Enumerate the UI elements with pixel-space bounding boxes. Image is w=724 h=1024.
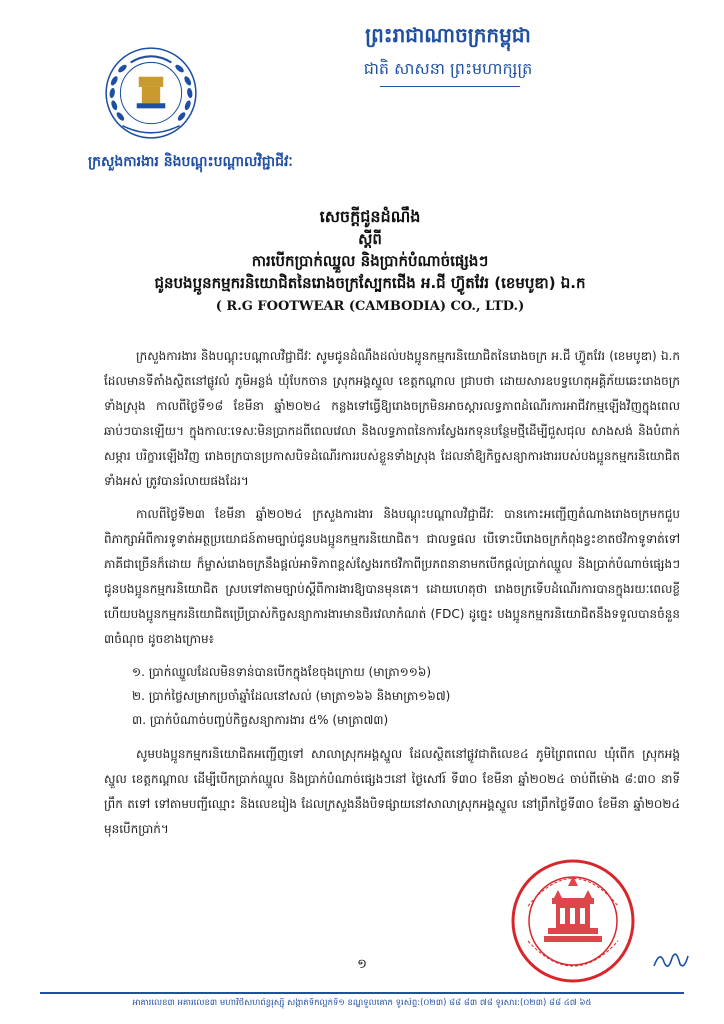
company-english-name: ( R.G FOOTWEAR (CAMBODIA) CO., LTD.): [215, 299, 525, 314]
notice-heading: សេចក្តីជូនដំណឹង: [319, 207, 421, 226]
list-item: ២. ប្រាក់ថ្លៃសម្រាកប្រចាំឆ្នាំដែលនៅសល់ (មាត្រា១៦៦ និងមាត្រា១៦៧): [132, 689, 451, 703]
notice-subject: ការបើកប្រាក់ឈ្នួល និងប្រាក់បំណាច់ផ្សេងៗ: [251, 252, 489, 270]
notice-title-block: [60, 206, 680, 318]
footer-divider: [40, 992, 684, 994]
notice-body: [104, 344, 680, 850]
notice-regarding: ស្តីពី: [358, 230, 382, 248]
list-item: ១. ប្រាក់ឈ្នួលដែលមិនទាន់បានបើកក្នុងខែចុងក្រោយ (មាត្រា១១៦): [132, 665, 432, 679]
national-motto: ជាតិ សាសនា ព្រះមហាក្សត្រ: [363, 59, 533, 78]
paragraph-1: ក្រសួងការងារ និងបណ្តុះបណ្តាលវិជ្ជាជីវៈ សូមជូនដំណឹងដល់បងប្អូនកម្មករនិយោជិតនៃរោងចក្រ អ.ជី ហ៊្វូតវែរ (ខេមបូឌា) ឯ.ក ដែលមានទីតាំងស្ថិតនៅផ្លូវលំ ភូមិអន្លង់ ឃុំបែកចាន ស្រុកអង្គស្នួល ខេត្តកណ្តាល ជ្រាបថា ដោយសារឧបទ្វហេតុអគ្គិភ័យឆេះរោងចក្រទាំងស្រុង កាលពីថ្ងៃទី១៨ ខែមីនា ឆ្នាំ២០២៤ កន្លងទៅធ្វើឱ្យរោងចក្រមិនអាចស្តារលទ្ធភាពដំណើរការអាជីវកម្មឡើងវិញក្នុងពេលឆាប់ៗបានឡើយ។ ក្នុងកាលៈទេសៈមិនប្រាកដពីពេលវេលា និងលទ្ធភាពនៃការស្វែងរកទុនបន្ថែមថ្មីដើម្បីជួសជុល សាងសង់ និងបំពាក់សម្ភារ បរិក្ខារឡើងវិញ រោងចក្របានប្រកាសបិទដំណើរការរបស់ខ្លួនទាំងស្រុង ដែលនាំឱ្យកិច្ចសន្យាការងាររបស់បងប្អូនកម្មករនិយោជិតទាំងអស់ ត្រូវបានរំលាយផងដែរ។: [104, 349, 680, 488]
kingdom-title: ព្រះរាជាណាចក្រកម្ពុជា: [365, 23, 531, 47]
notice-recipients: ជូនបងប្អូនកម្មករនិយោជិតនៃរោងចក្រស្បែកជើង អ.ជី ហ៊្វូតវែរ (ខេមបូឌា) ឯ.ក: [154, 274, 586, 292]
list-item: ៣. ប្រាក់បំណាច់បញ្ចប់កិច្ចសន្យាការងារ ៥% (មាត្រា៧៣): [132, 713, 389, 727]
signature-icon: [650, 946, 690, 976]
footer-contact: អាគារលេខ៣ អគារលេខ៣ មហាវិថីសហព័ន្ធរុស្ស៊ី សង្កាត់ទឹកល្អក់ទី១ ខណ្ឌទួលគោក ទូរស័ព្ទ:(០២៣) ៨៨ ៨៣ ៧៨ ទូរសារ:(០២៣) ៨៨ ៤៧ ៦៥: [132, 998, 592, 1008]
page-number: ១: [357, 957, 367, 972]
ministry-emblem-icon: [100, 40, 202, 142]
paragraph-2: កាលពីថ្ងៃទី២៣ ខែមីនា ឆ្នាំ២០២៤ ក្រសួងការងារ និងបណ្តុះបណ្តាលវិជ្ជាជីវៈ បានកោះអញ្ជើញតំណាងរោងចក្រមកជួបពិភាក្សាអំពីការទូទាត់អត្ថប្រយោជន៍តាមច្បាប់ជូនបងប្អូនកម្មករនិយោជិត។ ជាលទ្ធផល បើទោះបីរោងចក្រកំពុងខ្វះខាតថវិកាទូទាត់ទៅភាគីជាច្រើនក៏ដោយ ក៏ម្ចាស់រោងចក្រនឹងផ្តល់អាទិភាពខ្ពស់ស្វែងរកថវិកាពីប្រភពនានាមកបើកផ្តល់ប្រាក់ឈ្នួល និងប្រាក់បំណាច់ផ្សេងៗ ជូនបងប្អូនកម្មករនិយោជិត ស្របទៅតាមច្បាប់ស្តីពីការងារឱ្យបានមុនគេ។ ដោយហេតុថា រោងចក្រទើបដំណើរការបានក្នុងរយៈពេលខ្លី ហើយបងប្អូនកម្មករនិយោជិតប្រើប្រាស់កិច្ចសន្យាការងារមានថិរវេលាកំណត់ (FDC) ដូច្នេះ បងប្អូនកម្មករនិយោជិតនឹងទទួលបានចំនួន ៣ចំណុច ដូចខាងក្រោម៖: [104, 507, 680, 646]
official-seal-icon: [508, 846, 638, 996]
ministry-name: ក្រសួងការងារ និងបណ្តុះបណ្តាលវិជ្ជាជីវៈ: [88, 154, 293, 170]
entitlement-list: [104, 660, 680, 732]
paragraph-3: សូមបងប្អូនកម្មករនិយោជិតអញ្ជើញទៅ សាលាស្រុកអង្គស្នួល ដែលស្ថិតនៅផ្លូវជាតិលេខ៤ ភូមិព្រៃពពេល ឃុំពើក ស្រុកអង្គស្នួល ខេត្តកណ្តាល ដើម្បីបើកប្រាក់ឈ្នួល និងប្រាក់បំណាច់ផ្សេងៗនៅ ថ្ងៃសៅរ៍ ទី៣០ ខែមីនា ឆ្នាំ២០២៤ ចាប់ពីម៉ោង ៨:៣០ នាទីព្រឹក តទៅ ទៅតាមបញ្ជីឈ្មោះ និងលេខរៀង ដែលក្រសួងនឹងបិទផ្សាយនៅសាលាស្រុកអង្គស្នួល នៅព្រឹកថ្ងៃទី៣០ ខែមីនា ឆ្នាំ២០២៤ មុនបើកប្រាក់។: [104, 747, 680, 836]
motto-divider: [380, 86, 520, 87]
